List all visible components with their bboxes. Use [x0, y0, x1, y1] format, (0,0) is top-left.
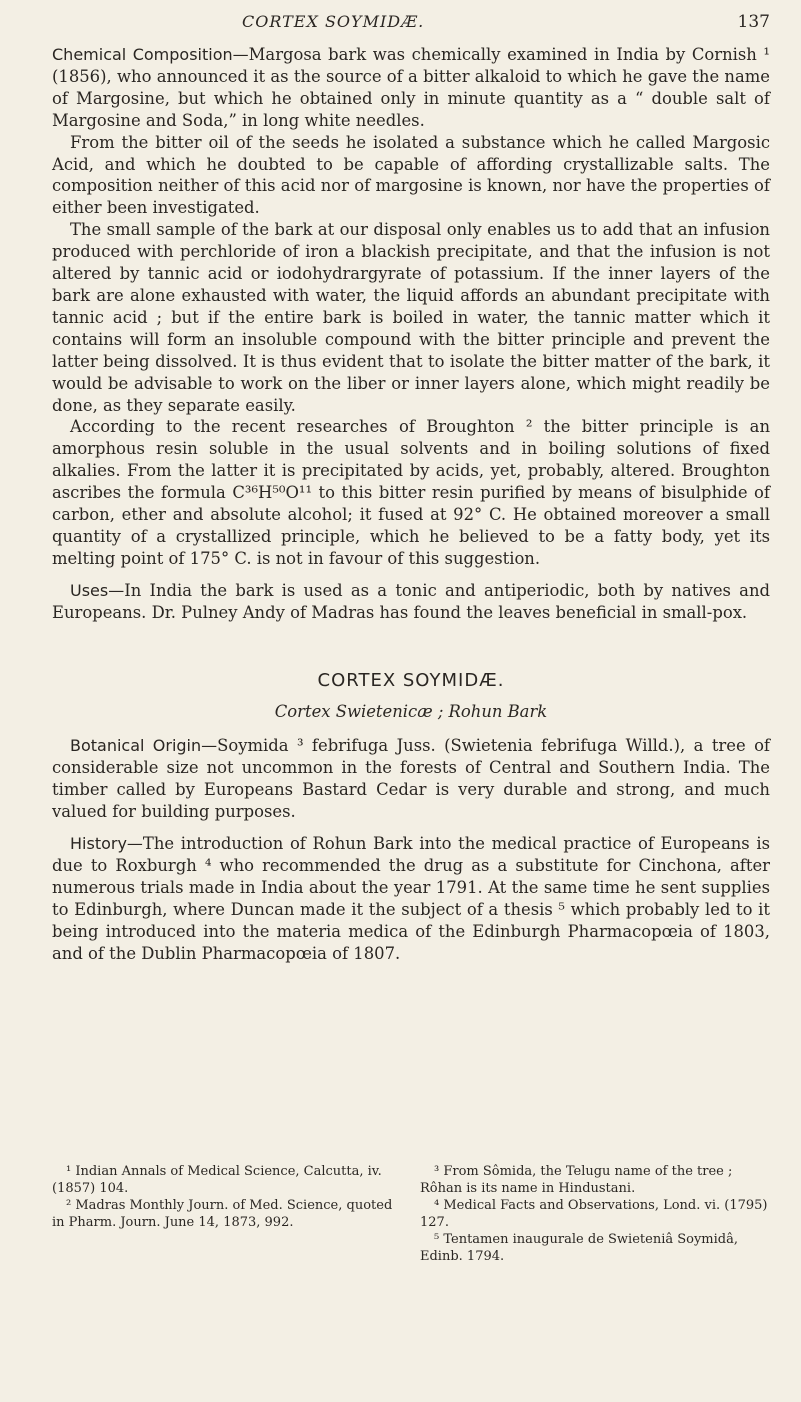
paragraph-history: [52, 833, 770, 964]
paragraph-chemical-composition: [52, 44, 770, 132]
footnote: ⁴ Medical Facts and Observations, Lond. vi. (1795) 127.: [420, 1198, 768, 1230]
paragraph-broughton: [52, 416, 770, 569]
paragraph-text: The introduction of Rohun Bark into the medical practice of Europeans is due to Roxburgh ⁴ who recommended the drug as a substitute for Cinchona, after numerous trials made in India about the year 1791. At the same time he sent supplies to Edinburgh, where Duncan made it the subject of a thesis ⁵ which probably led to it being introduced into the materia medica of the Edinburgh Pharmacopœia of 1803, and of the Dublin Pharmacopœia of 1807.: [52, 834, 770, 963]
body-text: [52, 44, 770, 964]
paragraph-uses: [52, 580, 770, 624]
footnotes-left: [52, 1163, 402, 1231]
paragraph-small-sample: [52, 219, 770, 416]
footnote: ⁵ Tentamen inaugurale de Swieteniâ Soymidâ, Edinb. 1794.: [420, 1232, 738, 1264]
footnote: ³ From Sômida, the Telugu name of the tree ; Rôhan is its name in Hindustani.: [420, 1164, 733, 1196]
paragraph-text: From the bitter oil of the seeds he isolated a substance which he called Margosic Acid, and which he doubted to be capable of affording crystallizable salts. The composition neither of this acid nor of margosine is known, nor have the properties of either been investigated.: [52, 132, 770, 218]
paragraph-botanical-origin: [52, 735, 770, 823]
paragraph-text: In India the bark is used as a tonic and antiperiodic, both by natives and Europeans. Dr. Pulney Andy of Madras has found the leaves beneficial in small-pox.: [52, 580, 770, 622]
paragraph-lead: Uses—: [70, 580, 125, 600]
section-subtitle: Cortex Swietenicæ ; Rohun Bark: [274, 702, 548, 722]
paragraph-text: The small sample of the bark at our disposal only enables us to add that an infusion produced with perchloride of iron a blackish precipitate, and that the infusion is not altered by tannic acid or iodohydrargyrate of potassium. If the inner layers of the bark are alone exhausted with water, the liquid affords an abundant precipitate with tannic acid ; but if the entire bark is boiled in water, the tannic matter which it contains will form an insoluble compound with the bitter principle and prevent the latter being dissolved. It is thus evident that to isolate the bitter matter of the bark, it would be advisable to work on the liber or inner layers alone, which might readily be done, as they separate easily.: [52, 220, 770, 415]
footnotes-right: [420, 1163, 770, 1265]
page-number: 137: [737, 12, 770, 32]
footnote: ² Madras Monthly Journ. of Med. Science, quoted in Pharm. Journ. June 14, 1873, 992.: [52, 1198, 393, 1230]
paragraph-lead: History—: [70, 834, 143, 853]
running-head: [52, 12, 770, 42]
paragraph-margosic-acid: [52, 132, 770, 220]
paragraph-text: According to the recent researches of Broughton ² the bitter principle is an amorphous resin soluble in the usual solvents and in boiling solutions of fixed alkalies. From the latter it is precipitated by acids, yet, probably, altered. Broughton ascribes the formula C³⁶H⁵⁰O¹¹ to this bitter resin purified by means of bisulphide of carbon, ether and absolute alcohol; it fused at 92° C. He obtained moreover a small quantity of a crystallized principle, which he believed to be a fatty body, yet its melting point of 175° C. is not in favour of this suggestion.: [52, 417, 770, 568]
paragraph-text: Margosa bark was chemically examined in India by Cornish ¹ (1856), who announced it as the source of a bitter alkaloid to which he gave the name of Margosine, but which he obtained only in minute quantity as a “ double salt of Margosine and Soda,” in long white needles.: [52, 45, 771, 130]
paragraph-lead: Chemical Composition—: [52, 45, 249, 64]
paragraph-lead: Botanical Origin—: [70, 736, 218, 756]
footnote: ¹ Indian Annals of Medical Science, Calcutta, iv. (1857) 104.: [52, 1164, 382, 1196]
running-title: CORTEX SOYMIDÆ.: [242, 12, 425, 31]
section-title: CORTEX SOYMIDÆ.: [317, 669, 505, 691]
paragraph-text: Soymida ³ febrifuga Juss. (Swietenia febrifuga Willd.), a tree of considerable size not uncommon in the forests of Central and Southern India. The timber called by Europeans Bastard Cedar is very durable and strong, and much valued for building purposes.: [52, 736, 770, 822]
